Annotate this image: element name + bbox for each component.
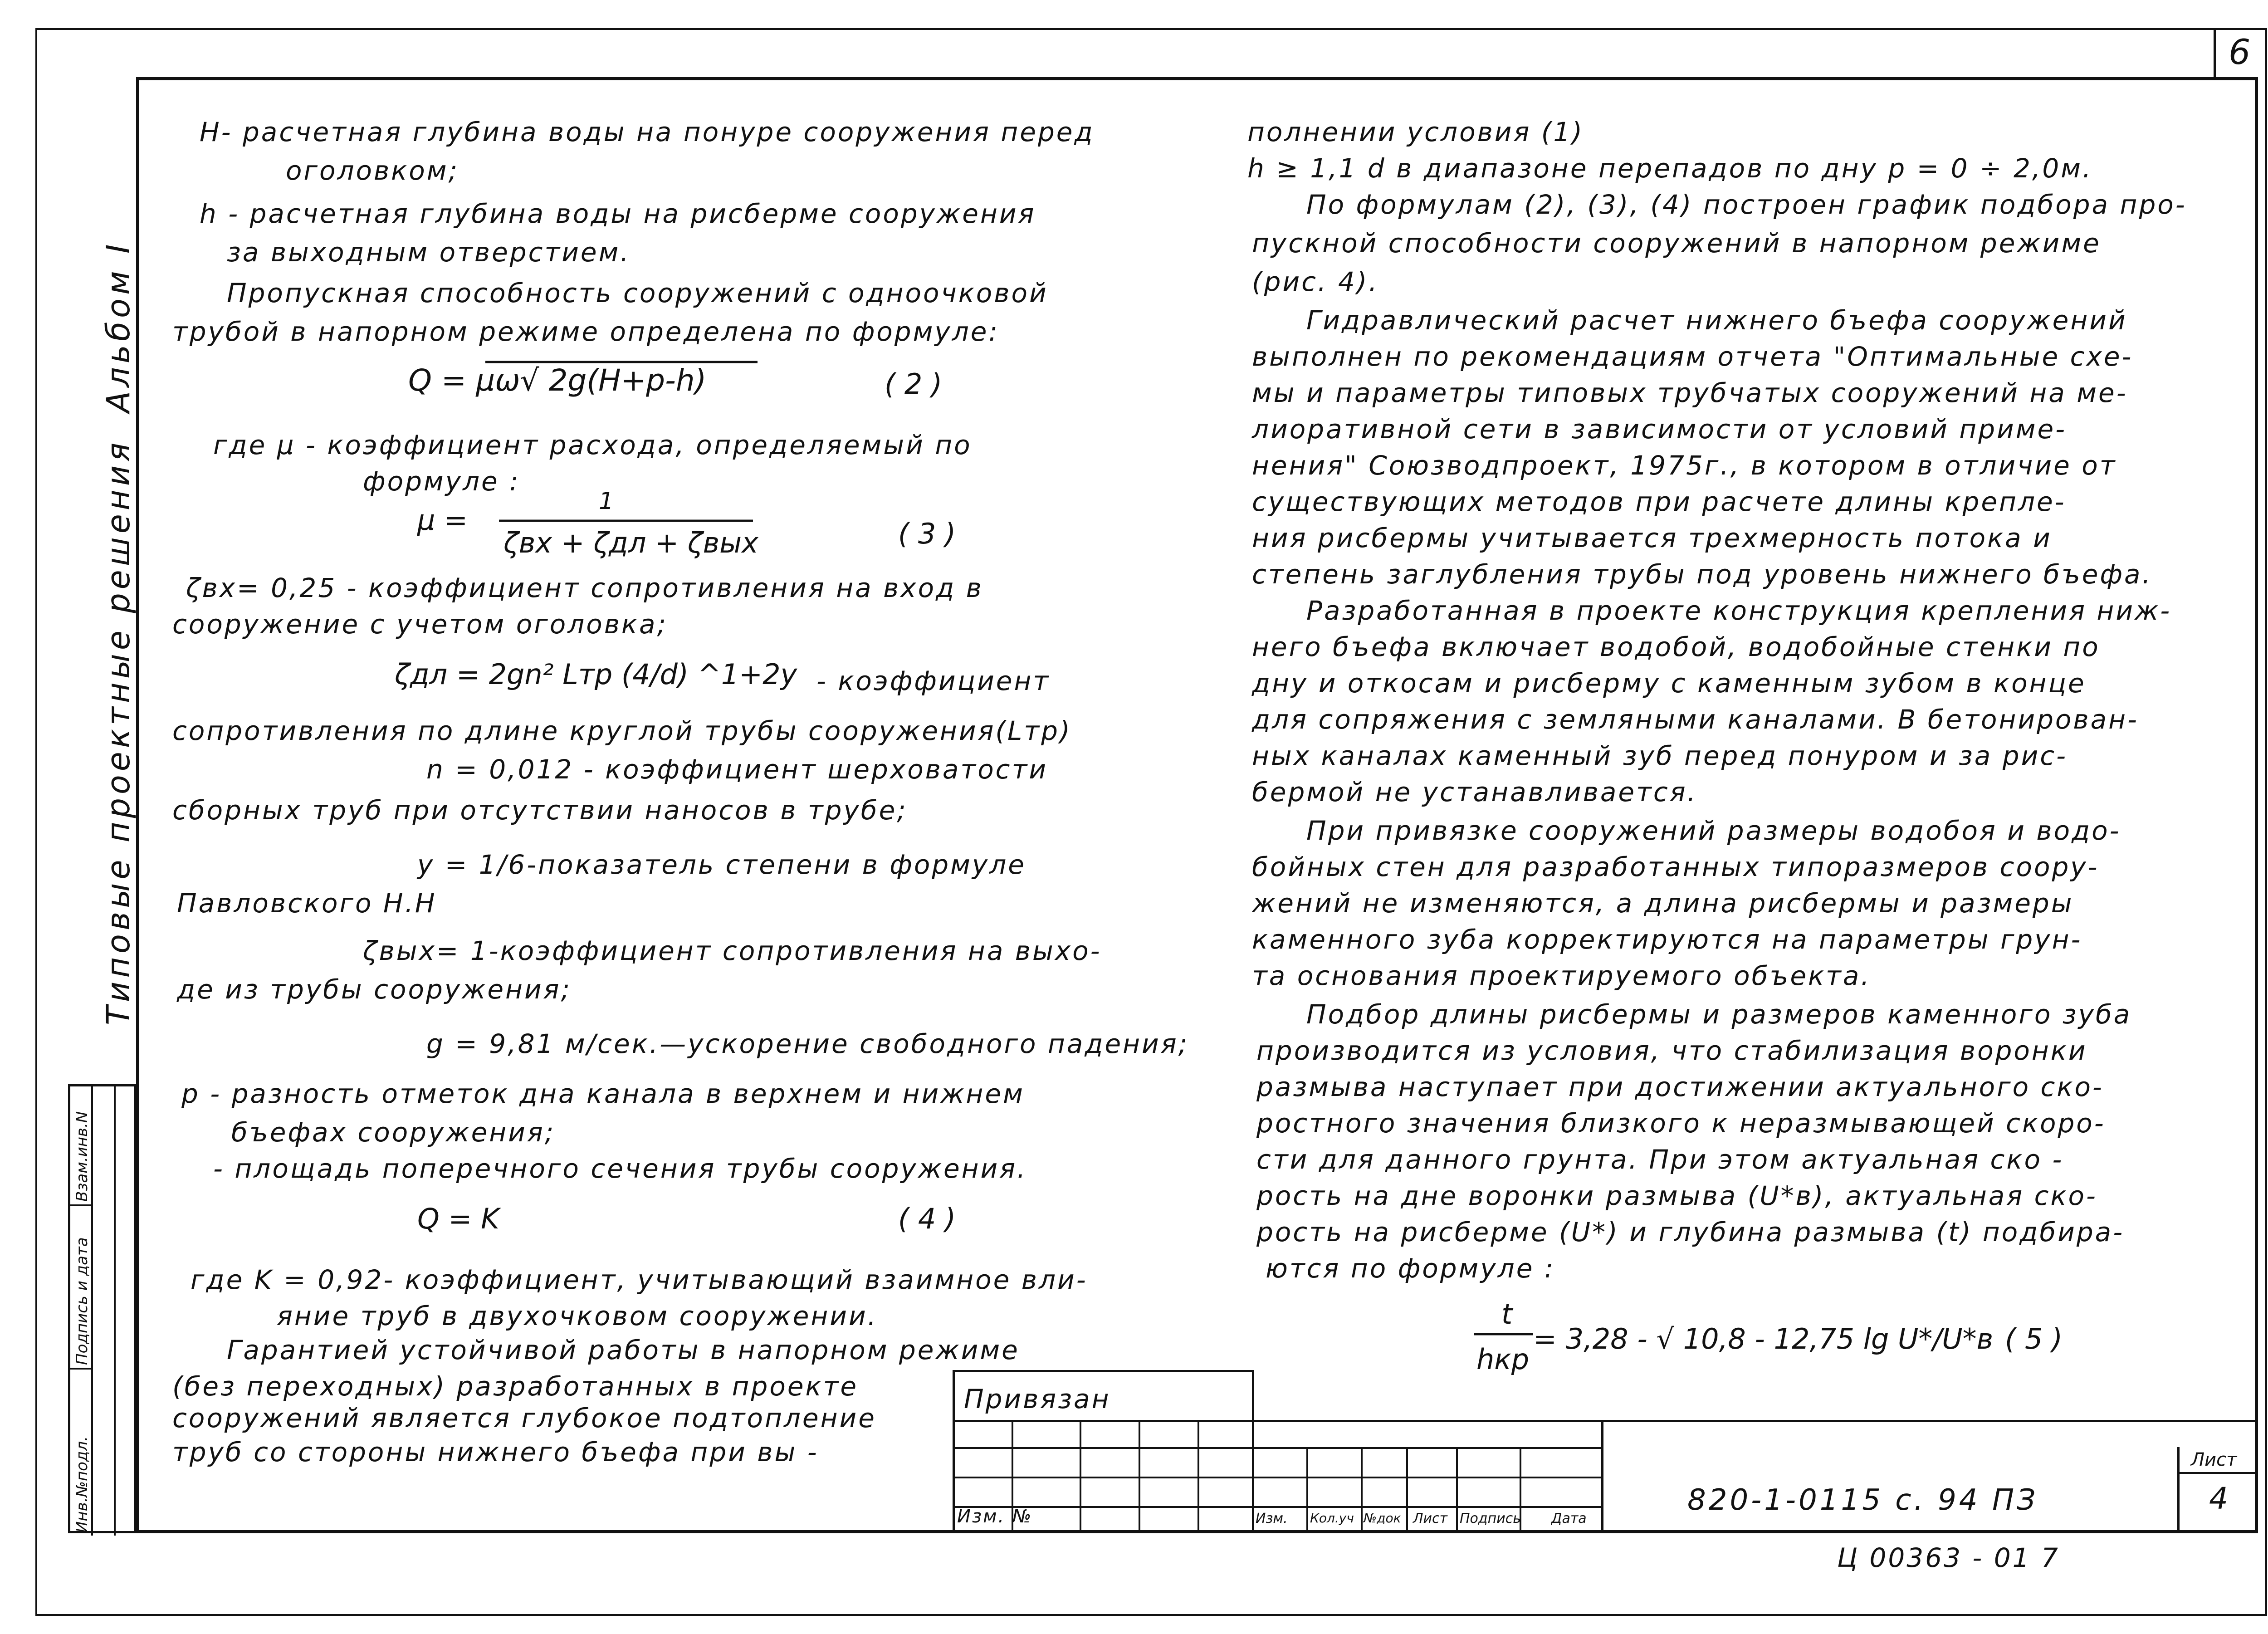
side-stamp [68,1084,136,1533]
text-line: Разработанная в проекте конструкция крепления ниж- [1306,595,2172,626]
text-line: производится из условия, что стабилизация воронки [1256,1035,2087,1066]
text-line: Павловского Н.Н [177,888,437,919]
text-line: него бъефа включает водобой, водобойные стенки по [1252,631,2100,662]
header-izm: Изм. [1256,1511,1288,1526]
sqrt-overline-2 [481,358,762,404]
text-line: Гарантией устойчивой работы в напорном режиме [227,1335,1020,1365]
text-line: Пропускная способность сооружений с одноочковой [227,278,1048,308]
formula-5-bottom: hкр [1476,1343,1530,1376]
sheet-label: Лист [2191,1449,2237,1470]
text-line: ния рисбермы учитывается трехмерность потока и [1252,523,2052,553]
side-title [82,240,137,1161]
text-line: где μ - коэффициент расхода, определяемый по [213,430,972,460]
text-line: яние труб в двухочковом сооружении. [277,1301,878,1331]
text-line: оголовком; [286,155,459,186]
text-line: полнении условия (1) [1247,117,1584,147]
sheet-corner-text: 6 [2229,32,2251,72]
text-line: где K = 0,92- коэффициент, учитывающий взаимное вли- [191,1264,1088,1295]
formula-3-lhs: μ = [417,504,468,537]
text-line: рость на рисберме (U*) и глубина размыва (t) подбира- [1256,1217,2125,1248]
text-line: та основания проектируемого объекта. [1252,960,1871,991]
text-line: Гидравлический расчет нижнего бъефа сооружений [1306,305,2127,336]
formula-4: Q = K [417,1202,499,1235]
text-line: - коэффициент [816,665,1051,696]
text-line: сборных труб при отсутствии наносов в трубе; [172,795,908,826]
text-line: h ≥ 1,1 d в диапазоне перепадов по дну p = 0 ÷ 2,0м. [1247,153,2093,184]
text-line: ростного значения близкого к неразмывающей скоро- [1256,1108,2106,1139]
fraction-bar-3 [499,518,753,523]
text-line: нения" Союзводпроект, 1975г., в котором в отличие от [1252,450,2117,481]
header-list: Лист [1413,1511,1448,1526]
text-line: H- расчетная глубина воды на понуре сооружения перед [200,117,1095,147]
text-line: мы и параметры типовых трубчатых сооружений на ме- [1252,377,2128,408]
header-kol-uch: Кол.уч [1310,1511,1354,1526]
text-line: ных каналах каменный зуб перед понуром и за рис- [1252,740,2068,771]
formula-5-top: t [1501,1297,1513,1331]
formula-3-number: ( 3 ) [898,517,956,550]
text-line: (без переходных) разработанных в проекте [172,1371,859,1402]
text-line: сопротивления по длине круглой трубы сооружения(Lтр) [172,715,1072,746]
formula-3-denominator: ζвх + ζдл + ζвых [503,526,758,559]
text-line: жений не изменяются, а длина рисбермы и размеры [1252,888,2074,919]
formula-2-number: ( 2 ) [885,367,943,401]
text-line: де из трубы сооружения; [177,974,572,1005]
text-line: ζвых= 1-коэффициент сопротивления на выхо- [363,935,1102,966]
stamp-cell [70,1086,93,1204]
stamp-cell [70,1204,93,1368]
header-podpis: Подпись [1460,1511,1521,1526]
album-label: Альбом I [100,240,137,413]
privyazan-label: Привязан [964,1384,1111,1414]
sheet-number: 4 [2209,1481,2228,1516]
text-line: для сопряжения с земляными каналами. В бетонирован- [1252,704,2139,735]
formula-3-numerator: 1 [599,488,614,515]
text-line: каменного зуба корректируются на параметры грун- [1252,924,2082,955]
text-line: сти для данного грунта. При этом актуальная ско - [1256,1144,2064,1175]
text-line: По формулам (2), (3), (4) построен график подбора про- [1306,189,2187,220]
text-line: бъефах сооружения; [231,1117,556,1148]
text-line: существующих методов при расчете длины крепле- [1252,486,2066,517]
text-line: пускной способности сооружений в напорном режиме [1252,228,2101,259]
text-line: ζвх= 0,25 - коэффициент сопротивления на вход в [186,572,983,603]
text-line: формуле : [363,466,520,497]
stamp-column [93,1086,116,1536]
header-data: Дата [1551,1511,1587,1526]
stamp-cell-text: Инв.№подл. [73,1436,91,1533]
text-line: трубой в напорном режиме определена по формуле: [172,316,999,347]
formula-2: Q = μω√ 2g(H+p-h) [408,363,707,398]
text-line: h - расчетная глубина воды на рисберме сооружения [200,198,1036,229]
document-code: 820-1-0115 с. 94 ПЗ [1687,1483,2038,1517]
text-line: - площадь поперечного сечения трубы сооружения. [213,1153,1027,1184]
text-line: y = 1/6-показатель степени в формуле [417,849,1026,880]
formula-5-rhs: = 3,28 - √ 10,8 - 12,75 lg U*/U*в [1533,1322,1994,1355]
text-line: выполнен по рекомендациям отчета "Оптимальные схе- [1252,341,2133,372]
text-line: g = 9,81 м/сек.—ускорение свободного падения; [426,1028,1189,1059]
series-label: Типовые проектные решения [100,439,137,1025]
text-line: бермой не устанавливается. [1252,777,1698,807]
text-line: лиоративной сети в зависимости от условий приме- [1252,414,2067,445]
formula-4-number: ( 4 ) [898,1202,956,1235]
header-no-dok: №док [1364,1511,1401,1526]
fraction-bar-5 [1474,1331,1533,1337]
text-line: размыва наступает при достижении актуального ско- [1256,1071,2104,1102]
text-line: рость на дне воронки размыва (U*в), актуальная ско- [1256,1180,2097,1211]
archive-number: Ц 00363 - 01 7 [1837,1542,2060,1573]
text-line: p - разность отметок дна канала в верхнем и нижнем [181,1078,1025,1109]
stamp-cell [70,1368,93,1536]
text-line: ются по формуле : [1266,1253,1555,1284]
text-line: сооружение с учетом оголовка; [172,609,668,640]
text-line: При привязке сооружений размеры водобоя и водо- [1306,815,2121,846]
stamp-cell-text: Подпись и дата [73,1237,91,1365]
text-line: степень заглубления трубы под уровень нижнего бъефа. [1252,559,2152,590]
text-line: Подбор длины рисбермы и размеров каменного зуба [1306,999,2132,1030]
text-line: труб со стороны нижнего бъефа при вы - [172,1437,819,1468]
izm-no-label: Изм. № [957,1506,1033,1527]
formula-friction: ζдл = 2gn² Lтр (4/d) ^1+2y [395,658,797,691]
text-line: дну и откосам и рисберму с каменным зубом в конце [1252,668,2086,699]
formula-5-number: ( 5 ) [2005,1322,2063,1355]
text-line: бойных стен для разработанных типоразмеров соору- [1252,851,2099,882]
text-line: (рис. 4). [1252,266,1379,297]
text-line: n = 0,012 - коэффициент шерховатости [426,754,1048,785]
sheet-corner-number [2214,28,2267,77]
text-line: за выходным отверстием. [227,237,631,268]
stamp-cell-text: Взам.инв.N [73,1111,91,1202]
text-line: сооружений является глубокое подтопление [172,1403,876,1433]
